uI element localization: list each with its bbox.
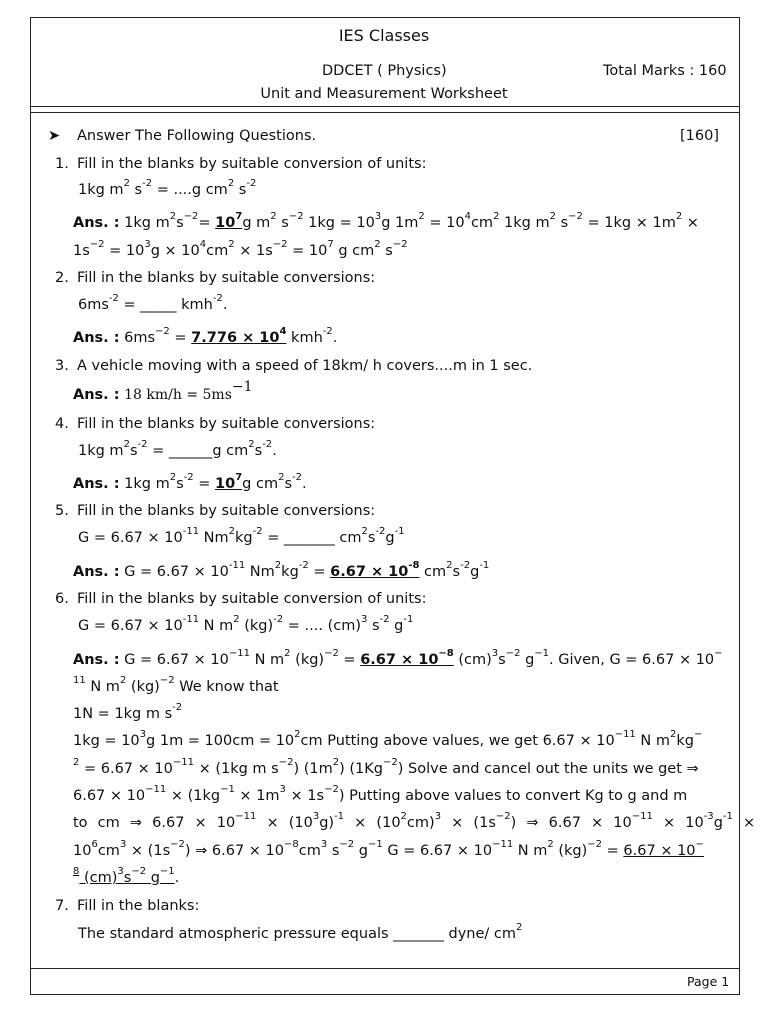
question-5-text: Fill in the blanks by suitable conversions: [77,503,376,519]
question-6-expression: $G = 6.67 \times 10^{-11}$ N $m^2$ (kg)$^{-2}$ = .... (cm)$^3$ $s^{-2}$ $g^{-1}$ [78,614,414,634]
question-3-text: A vehicle moving with a speed of 18km/ h covers....m in 1 sec. [77,358,533,374]
question-4-number: 4. [55,416,69,432]
answer-6-line-2: $^{11}$ N $m^2$ (kg)$^{-2}$ We know that [73,675,279,695]
question-1-number: 1. [55,156,69,172]
question-2-number: 2. [55,270,69,286]
question-5-expression: $G = 6.67 \times 10^{-11}$ $Nm^2kg^{-2}$ = _______ $cm^2s^{-2}g^{-1}$ [78,526,405,546]
answer-3: Ans. : 18 $km/h = 5ms^{-1}$ [73,379,253,403]
answer-5: Ans. : $G = 6.67 \times 10^{-11}$ $Nm^2kg^{-2} = 6.67 \times 10^{-8}$ $cm^2s^{-2}g^{-1}$ [73,560,490,580]
bullet-icon: ➤ [48,128,61,144]
answer-4: Ans. : 1kg $m^2s^{-2} = 10^7g$ $cm^2s^{-2}$. [73,472,307,492]
answer-6-line-3: 1N = 1kg m $s^{-2}$ [73,702,183,722]
question-7-expression: The standard atmospheric pressure equals _______ dyne/ $cm^2$ [78,922,523,942]
footer-divider [30,968,740,969]
header-divider-2 [30,112,740,113]
answer-6-para-1: $1kg = 10^3g$ $1m = 100cm = 10^2cm$ Putting above values, we get $6.67 \times 10^{-11}$ N $m^2kg^-$ [73,729,703,749]
worksheet-title: Unit and Measurement Worksheet [260,86,508,102]
answer-6-para-4: to cm ⇒ $6.67 \times 10^{-11} \times (10^3g)^{-1} \times (10^2cm)^3 \times (1s^{-2})$ ⇒ $6.67 \times 10^{-11} \times 10^{-3}g^{-1}$ × [73,811,756,831]
answer-1-line-1: Ans. : 1kg $m^2s^{-2}= 10^7g$ $m^2$ $s^{-2}$ $1kg = 10^3g$ $1m^2 = 10^4cm^2$ 1kg $m^2$ $s^{-2} = 1kg \times 1m^2$ × [73,211,699,231]
answer-6-line-1: Ans. : $G = 6.67 \times 10^{-11}$ N $m^2$ $(kg)^{-2} = 6.67 \times 10^{-8}$ $(cm)^3s^{-2}$ $g^{-1}$. Given, G = 6.67 × 10− [73,648,723,668]
question-1-text: Fill in the blanks by suitable conversion of units: [77,156,427,172]
institute-name: IES Classes [338,26,430,45]
section-marks: [160] [680,128,719,144]
section-heading: Answer The Following Questions. [77,128,317,144]
question-2-expression: $6ms^{-2}$ = _____ kmh$^{-2}$. [78,293,228,313]
answer-1-line-2: $1s^{-2} = 10^3g \times 10^4cm^2 \times 1s^{-2} = 10^7$ g $cm^2$ $s^{-2}$ [73,239,408,259]
question-2-text: Fill in the blanks by suitable conversions: [77,270,376,286]
header-divider-1 [30,106,740,107]
question-3-number: 3. [55,358,69,374]
answer-6-para-3: $6.67 \times 10^{-11} \times (1kg^{-1} \times 1m^3 \times 1s^{-2})$ Putting above values to convert Kg to g and m [73,784,688,804]
answer-6-para-6: $^8$ $(cm)^3s^{-2}$ $g^{-1}$. [73,866,180,886]
question-6-text: Fill in the blanks by suitable conversion of units: [77,591,427,607]
question-4-expression: 1kg $m^2s^{-2}$ = ______g $cm^2s^{-2}$. [78,439,277,459]
answer-6-para-2: $^2 = 6.67 \times 10^{-11} \times (1kg$ m $s^{-2}$) $(1m^2)$ $(1Kg^{-2})$ Solve and cancel out the units we get ⇒ [73,757,699,777]
question-1-expression: 1kg $m^2$ $s^{-2} = ....g$ $cm^2$ $s^{-2}$ [78,178,257,198]
question-5-number: 5. [55,503,69,519]
total-marks: Total Marks : 160 [603,63,727,79]
answer-6-para-5: $10^6cm^3 \times (1s^{-2})$ ⇒ $6.67 \times 10^{-8}cm^3$ $s^{-2}$ $g^{-1}$ $G = 6.67 \times 10^{-11}$ N $m^2$ (kg)$^{-2}$ = 6.67 × 10− [73,839,704,859]
question-4-text: Fill in the blanks by suitable conversions: [77,416,376,432]
question-7-text: Fill in the blanks: [77,898,200,914]
answer-2: Ans. : $6ms^{-2} = 7.776 \times 10^4$ kmh$^{-2}$. [73,326,338,346]
course-name: DDCET ( Physics) [322,63,447,79]
page-number: Page 1 [687,974,730,989]
question-6-number: 6. [55,591,69,607]
question-7-number: 7. [55,898,69,914]
